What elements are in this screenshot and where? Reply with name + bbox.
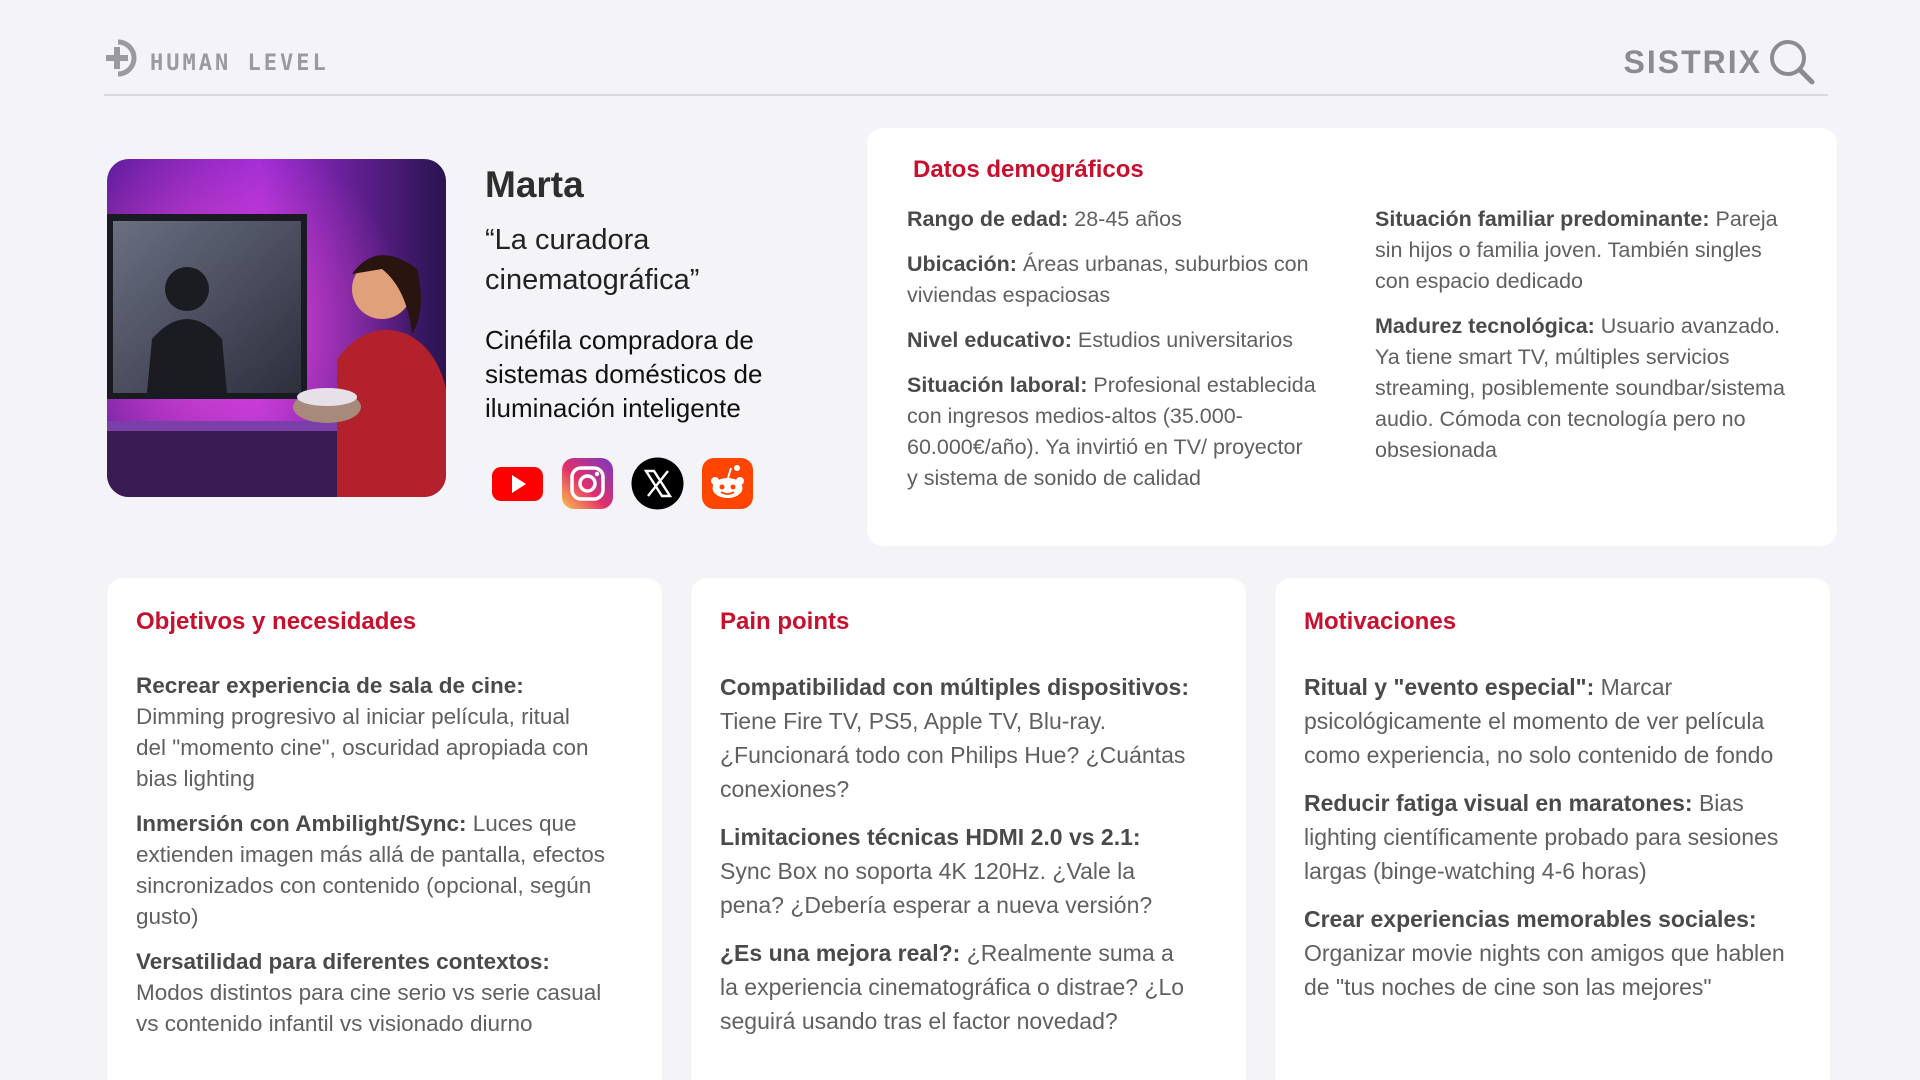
pain-points-list: [720, 670, 1190, 1052]
persona-name: Marta: [485, 164, 584, 205]
instagram-icon[interactable]: [560, 456, 615, 511]
demo-item-employment: Situación laboral: Profesional establecida con ingresos medios-altos (35.000-60.000€/año). Ya invirtió en TV/ proyector y sistema de sonido de calidad: [907, 373, 1316, 490]
demo-item-family: Situación familiar predominante: Pareja sin hijos o familia joven. También singles con espacio dedicado: [1375, 207, 1778, 293]
goals-card: [107, 578, 662, 1080]
motivations-list: [1304, 670, 1804, 1018]
list-item: Compatibilidad con múltiples dispositivos: Tiene Fire TV, PS5, Apple TV, Blu-ray. ¿Funcionará todo con Philips Hue? ¿Cuántas conexiones?: [720, 674, 1189, 802]
motivations-title: Motivaciones: [1304, 608, 1457, 635]
reddit-icon[interactable]: [700, 456, 755, 511]
goals-title: Objetivos y necesidades: [136, 608, 417, 635]
magnifier-icon: [1766, 36, 1818, 88]
list-item: Versatilidad para diferentes contextos: Modos distintos para cine serio vs serie casual vs contenido infantil vs visionado diurno: [136, 949, 602, 1036]
x-icon[interactable]: [630, 456, 685, 511]
motivations-card: [1275, 578, 1830, 1080]
demographics-title: Datos demográficos: [913, 156, 1144, 183]
demographics-left-column: [907, 204, 1317, 508]
demographics-right-column: [1375, 204, 1785, 480]
list-item: Crear experiencias memorables sociales: Organizar movie nights con amigos que hablen de "tus noches de cine son las mejores": [1304, 906, 1785, 1000]
goals-list: [136, 670, 606, 1053]
demo-item-tech-maturity: Madurez tecnológica: Usuario avanzado. Ya tiene smart TV, múltiples servicios streaming, posiblemente soundbar/sistema audio. Cómoda con tecnología pero no obsesionada: [1375, 314, 1785, 462]
list-item: Reducir fatiga visual en maratones: Bias lighting científicamente probado para sesiones largas (binge-watching 4-6 horas): [1304, 790, 1779, 884]
pain-points-title: Pain points: [720, 608, 850, 635]
demo-item-education: Nivel educativo: Estudios universitarios: [907, 328, 1293, 352]
social-icons: [490, 456, 755, 511]
header: [104, 32, 1828, 96]
persona-quote: “La curadora cinematográfica”: [485, 224, 700, 296]
persona-photo: [107, 159, 446, 497]
human-level-logo[interactable]: [104, 38, 329, 78]
list-item: Recrear experiencia de sala de cine: Dimming progresivo al iniciar película, ritual del "momento cine", oscuridad apropiada con bias lighting: [136, 673, 589, 791]
demo-item-age: Rango de edad: 28-45 años: [907, 207, 1182, 231]
list-item: Inmersión con Ambilight/Sync: Luces que extienden imagen más allá de pantalla, efectos sincronizados con contenido (opcional, según gusto): [136, 811, 606, 929]
persona-description: Cinéfila compradora de sistemas domésticos de iluminación inteligente: [485, 325, 763, 423]
list-item: Limitaciones técnicas HDMI 2.0 vs 2.1: Sync Box no soporta 4K 120Hz. ¿Vale la pena? ¿Debería esperar a nueva versión?: [720, 824, 1153, 918]
human-level-logo-text: HUMAN LEVEL: [150, 50, 329, 76]
pain-points-card: [691, 578, 1246, 1080]
sistrix-logo-text: SISTRIX: [1623, 43, 1762, 80]
demographics-card: [867, 128, 1837, 546]
youtube-icon[interactable]: [490, 456, 545, 511]
sistrix-logo[interactable]: [1624, 36, 1818, 88]
list-item: Ritual y "evento especial": Marcar psicológicamente el momento de ver película como experiencia, no solo contenido de fondo: [1304, 674, 1774, 768]
human-level-logo-icon: [104, 38, 142, 78]
demo-item-location: Ubicación: Áreas urbanas, suburbios con viviendas espaciosas: [907, 252, 1309, 307]
list-item: ¿Es una mejora real?: ¿Realmente suma a la experiencia cinematográfica o distrae? ¿Lo seguirá usando tras el factor novedad?: [720, 940, 1185, 1034]
